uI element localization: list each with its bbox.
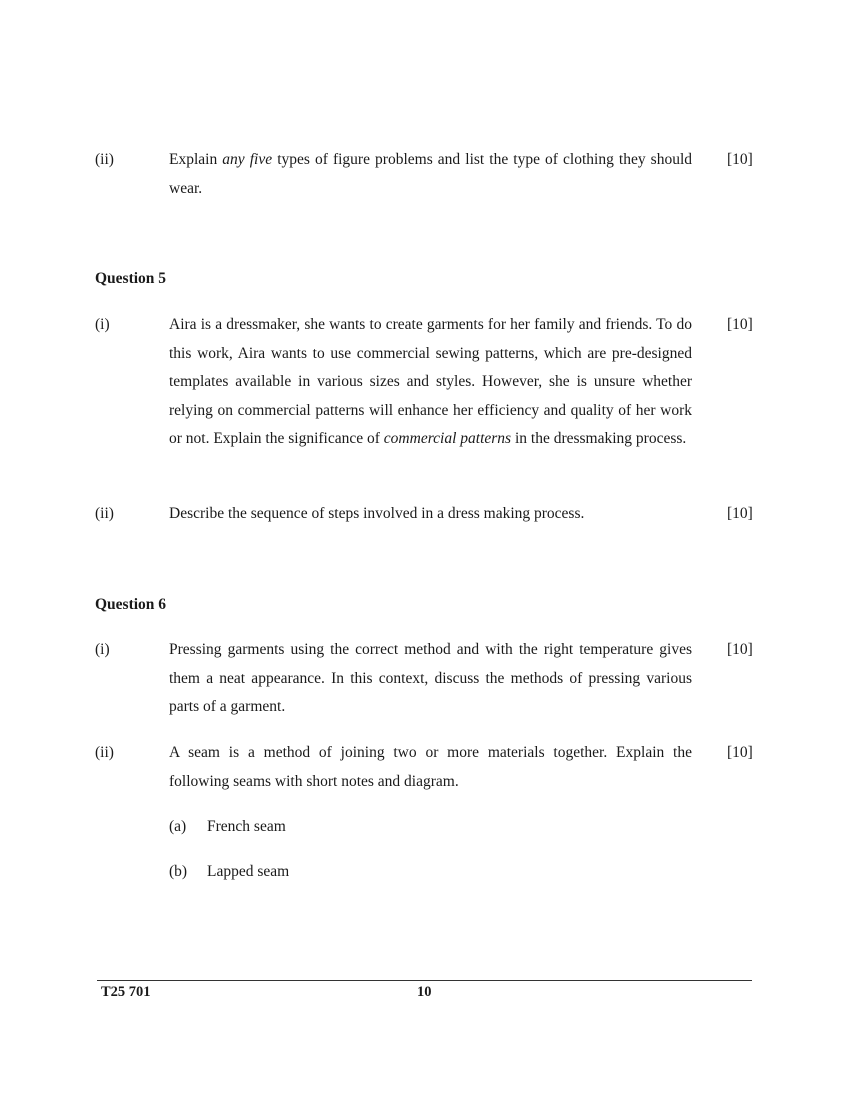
part-number: (ii): [95, 505, 114, 522]
footer-divider: [97, 980, 752, 981]
marks-label: [10]: [727, 505, 753, 522]
text-segment: Aira is a dressmaker, she wants to create garments for her family and friends. To do this work, Aira wants to use commercial sewing patterns, which are pre-designed templates available in various sizes and styles. However, she is unsure whether relying on commercial patterns will enhance her efficiency and quality of her work or not. Explain the significance of: [169, 316, 692, 448]
option-label: (a): [169, 818, 187, 835]
emphasis-text: any five: [222, 151, 273, 168]
question-5-heading: Question 5: [95, 270, 167, 287]
marks-label: [10]: [727, 641, 753, 658]
paper-code: T25 701: [101, 984, 151, 1000]
text-segment: types of figure problems and list the type of clothing they should wear.: [169, 151, 692, 197]
part-text: Describe the sequence of steps involved in a dress making process.: [169, 505, 585, 522]
option-text: Lapped seam: [207, 863, 290, 880]
option-text: French seam: [207, 818, 286, 835]
marks-label: [10]: [727, 151, 753, 168]
marks-label: [10]: [727, 316, 753, 333]
part-text: [169, 146, 692, 203]
part-number: (ii): [95, 744, 114, 761]
part-text: [169, 311, 692, 454]
part-number: (i): [95, 641, 110, 658]
part-text: Pressing garments using the correct method and with the right temperature gives them a neat appearance. In this context, discuss the methods of pressing various parts of a garment.: [169, 641, 692, 716]
marks-label: [10]: [727, 744, 753, 761]
part-text: A seam is a method of joining two or more materials together. Explain the following seams with short notes and diagram.: [169, 744, 692, 790]
text-segment: in the dressmaking process.: [511, 430, 687, 448]
emphasis-text: commercial patterns: [383, 430, 512, 448]
part-number: (ii): [95, 151, 114, 168]
part-number: (i): [95, 316, 110, 333]
page-number: 10: [417, 984, 432, 1000]
option-label: (b): [169, 863, 188, 880]
text-segment: Explain: [169, 151, 223, 168]
question-6-heading: Question 6: [95, 596, 167, 613]
